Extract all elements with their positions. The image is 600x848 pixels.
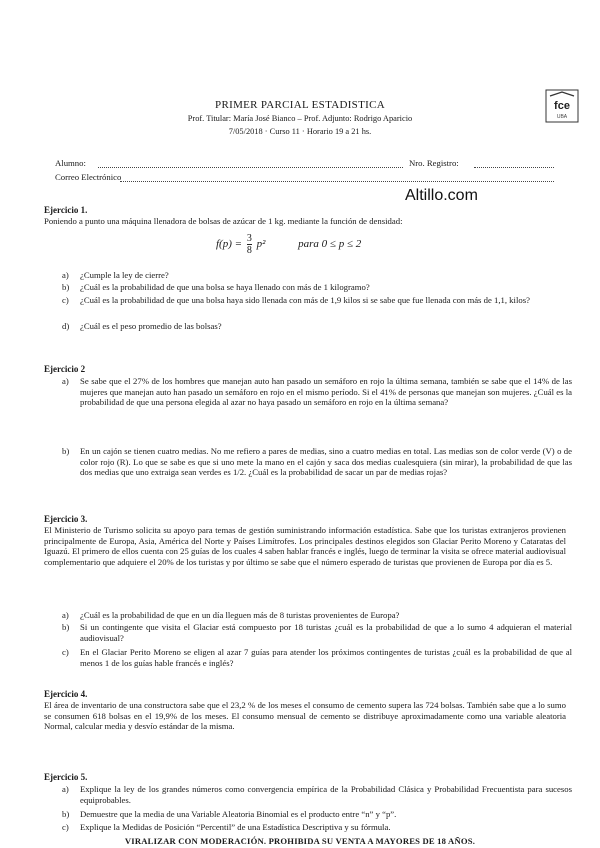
density-formula [216, 233, 361, 256]
university-logo [542, 88, 582, 124]
formula-condition: para 0 ≤ p ≤ 2 [298, 238, 362, 251]
ej1-item-c: c) ¿Cuál es la probabilidad de que una bolsa haya sido llenada con más de 1,9 kilos si se sabe que fue llenada con más de 1,1, kilos? [62, 295, 530, 305]
logo-text: fce [554, 100, 570, 112]
date-line: 7/05/2018 · Curso 11 · Horario 19 a 21 hs. [228, 127, 372, 136]
ej3-item-a: a) ¿Cuál es la probabilidad de que en un día lleguen más de 8 turistas provenientes de Europa? [62, 610, 400, 620]
ej1-intro: Poniendo a punto una máquina llenadora de bolsas de azúcar de 1 kg. mediante la función de densidad: [44, 216, 403, 226]
professors-line: Prof. Titular: María José Bianco – Prof. Adjunto: Rodrigo Aparicio [187, 114, 413, 123]
ej2-title: Ejercicio 2 [44, 364, 86, 374]
ej5-title: Ejercicio 5. [44, 772, 88, 782]
watermark: Altillo.com [405, 187, 478, 204]
exam-title: PRIMER PARCIAL ESTADISTICA [215, 99, 385, 111]
ej1-title: Ejercicio 1. [44, 205, 88, 215]
ej3-intro: El Ministerio de Turismo solicita su apoyo para temas de gestión suministrando información estadística. Sabe que los turistas extranjeros provienen principalmente de Europa, Asia, América del Norte y Países Limítrofes. Los principales destinos elegidos son Glaciar Perito Moreno y Cataratas del Iguazú. El primero de ellos cuenta con 25 guías de los cuales 4 saben hablar francés e inglés, luego de terminar la visita se ofrece material audiovisual complementario que adquiere el 20% de los turistas y por último se sabe que el número esperado de turistas que provienen de Europa por día es 5. [44, 525, 566, 567]
registro-field[interactable] [474, 159, 554, 168]
registro-label: Nro. Registro: [409, 158, 459, 168]
ej5-item-a: a) Explique la ley de los grandes números como convergencia empírica de la Probabilidad Clásica y Probabilidad Frecuentista para sucesos equiprobables. [62, 784, 572, 805]
formula-variable: p² [256, 238, 266, 251]
ej1-item-b: b) ¿Cuál es la probabilidad de que una bolsa se haya llenado con más de 1 kilogramo? [62, 282, 370, 292]
ej1-item-d: d) ¿Cuál es el peso promedio de las bolsas? [62, 321, 222, 331]
alumno-field[interactable] [98, 159, 403, 168]
ej3-title: Ejercicio 3. [44, 514, 88, 524]
ej2-item-b: b) En un cajón se tienen cuatro medias. No me refiero a pares de medias, sino a cuatro medias en total. Las medias son de color verde (V) o de color rojo (R). Lo que se sabe es que si uno mete la mano en el cajón y saca dos medias cualesquiera (sin mirar), la probabilidad de que las dos medias que uno extraiga sean verdes es 1/2. ¿Cuál es la probabilidad de sacar un par de medias rojas? [62, 446, 572, 478]
ej3-item-c: c) En el Glaciar Perito Moreno se eligen al azar 7 guías para atender los próximos contingentes de turistas ¿cuál es la probabilidad de que al menos 1 de los guías hable francés e inglés? [62, 647, 572, 668]
formula-numerator: 3 [246, 233, 252, 244]
ej1-item-a: a) ¿Cumple la ley de cierre? [62, 270, 169, 280]
ej4-title: Ejercicio 4. [44, 689, 88, 699]
ej2-item-a: a) Se sabe que el 27% de los hombres que manejan auto han pasado un semáforo en rojo la última semana, también se sabe que el 14% de las mujeres que manejan auto han pasado un semáforo en rojo en el mismo período. Si el 41% de personas que manejan son mujeres. ¿Cuál es la probabilidad de que una persona elegida al azar no haya pasado un semáforo en rojo en la última semana? [62, 376, 572, 408]
footer-disclaimer: VIRALIZAR CON MODERACIÓN. PROHIBIDA SU VENTA A MAYORES DE 18 AÑOS. [124, 836, 476, 846]
correo-field[interactable] [120, 173, 554, 182]
ej5-item-c: c) Explique la Medidas de Posición “Percentil” de una Estadística Descriptiva y su fórmula. [62, 822, 391, 832]
ej3-item-b: b) Si un contingente que visita el Glaciar está compuesto por 18 turistas ¿cuál es la probabilidad de que a lo sumo 4 adquieran el material audiovisual? [62, 622, 572, 643]
formula-denominator: 8 [246, 245, 252, 256]
ej4-intro: El área de inventario de una constructora sabe que el 23,2 % de los meses el consumo de cemento supera las 724 bolsas. También sabe que a lo sumo se consumen 618 bolsas en el 19,9% de los meses. El consumo mensual de cemento se distribuye aproximadamente como una variable aleatoria Normal, calcular media y desvío estándar de la misma. [44, 700, 566, 732]
ej5-item-b: b) Demuestre que la media de una Variable Aleatoria Binomial es el producto entre “n” y “p”. [62, 809, 397, 819]
alumno-label: Alumno: [55, 158, 86, 168]
correo-label: Correo Electrónico [55, 172, 122, 182]
formula-lhs: f(p) = [216, 238, 243, 251]
logo-subtext: UBA [556, 114, 568, 120]
